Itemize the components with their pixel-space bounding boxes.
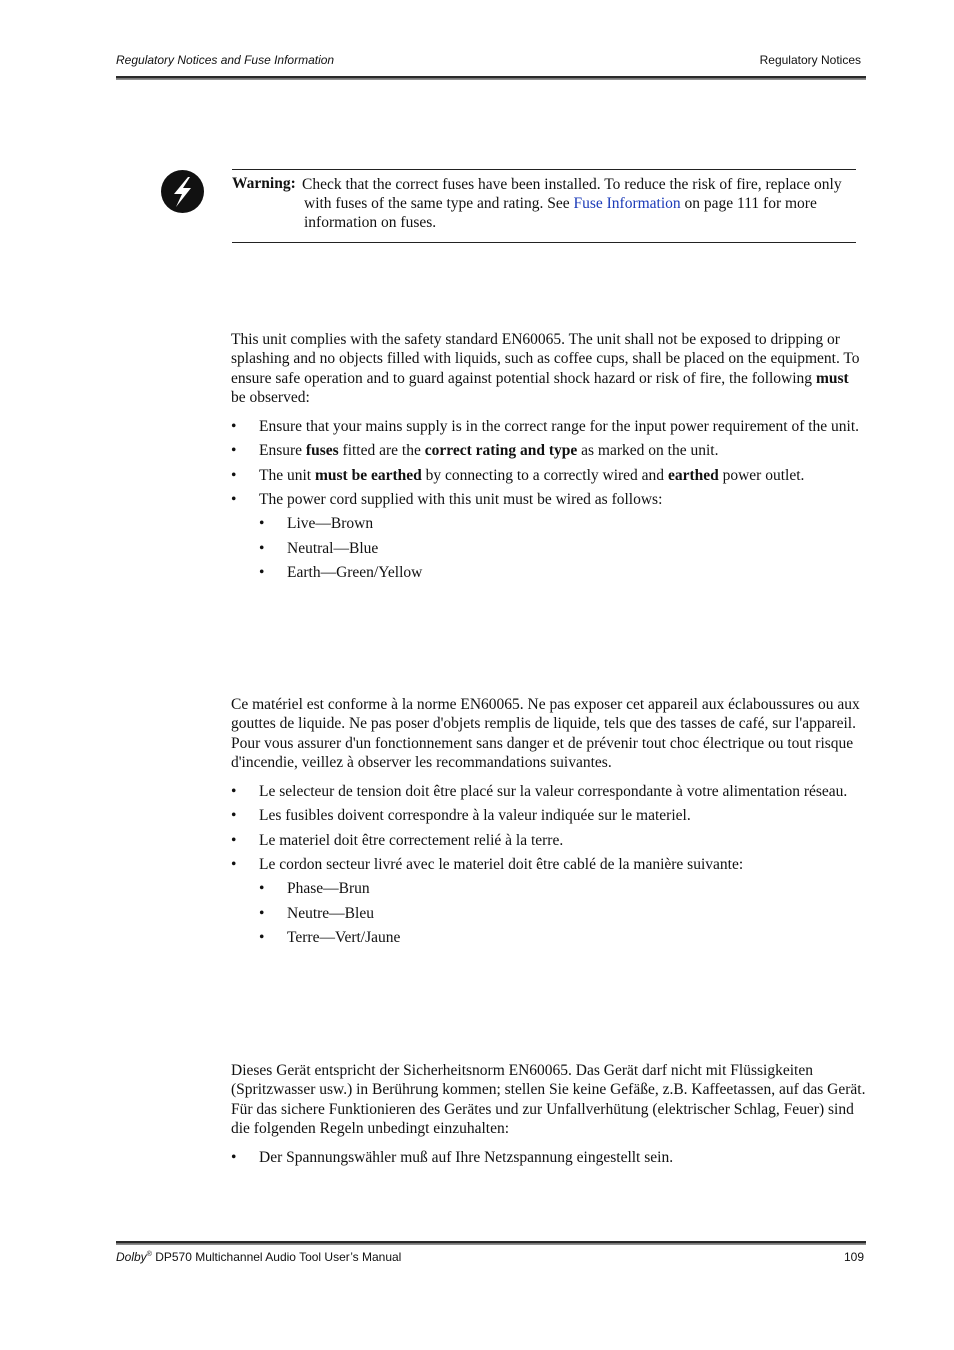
list-item: • Neutral—Blue xyxy=(259,539,867,558)
list-item: • Earth—Green/Yellow xyxy=(259,563,867,582)
list-item: • Ensure fuses fitted are the correct rating and type as marked on the unit. xyxy=(231,441,867,460)
english-intro: This unit complies with the safety standard EN60065. The unit shall not be exposed to dripping or splashing and no objects filled with liquids, such as coffee cups, shall be placed on the equipment. To ensure safe operation and to guard against potential shock hazard or risk of fire, the following must be observed: xyxy=(231,331,860,406)
warning-label: Warning: xyxy=(232,175,296,192)
list-item: • Le cordon secteur livré avec le materiel doit être cablé de la manière suivante: • Phase—Brun • Neutre—Bleu • Terre—Vert/Jaune xyxy=(231,855,867,947)
list-item: • Le materiel doit être correctement relié à la terre. xyxy=(231,831,867,850)
running-header-chapter: Regulatory Notices and Fuse Information xyxy=(116,53,335,67)
warning-box xyxy=(232,169,856,243)
french-safety-section xyxy=(231,695,867,952)
page-number: 109 xyxy=(843,1250,864,1264)
list-item: • Terre—Vert/Jaune xyxy=(259,928,867,947)
list-item: • The unit must be earthed by connecting to a correctly wired and earthed power outlet. xyxy=(231,466,867,485)
warning-text-after: on page 111 for more information on fuses. xyxy=(304,195,817,231)
fuse-information-link[interactable]: Fuse Information xyxy=(573,195,681,212)
running-header-section: Regulatory Notices xyxy=(759,53,861,67)
list-item: • Le selecteur de tension doit être placé sur la valeur correspondante à votre alimentation réseau. xyxy=(231,782,867,801)
english-safety-section xyxy=(231,330,867,587)
english-wire-list xyxy=(259,514,867,582)
list-item: • Ensure that your mains supply is in the correct range for the input power requirement of the unit. xyxy=(231,417,867,436)
list-item: • Live—Brown xyxy=(259,514,867,533)
german-safety-section xyxy=(231,1061,867,1172)
german-intro: Dieses Gerät entspricht der Sicherheitsnorm EN60065. Das Gerät darf nicht mit Flüssigkeiten (Spritzwasser usw.) in Berührung kommen; stellen Sie keine Gefäße, z.B. Kaffeetassen, auf das Gerät. Für das sichere Funktionieren des Gerätes und zur Unfallverhütung (elektrischer Schlag, Feuer) sind die folgenden Regeln unbedingt einzuhalten: xyxy=(231,1062,866,1137)
list-item: • Les fusibles doivent correspondre à la valeur indiquée sur le materiel. xyxy=(231,806,867,825)
footer-rule xyxy=(116,1241,866,1245)
german-bullet-list xyxy=(231,1148,867,1167)
list-item: • Der Spannungswähler muß auf Ihre Netzspannung eingestellt sein. xyxy=(231,1148,867,1167)
english-bullet-list xyxy=(231,417,867,582)
footer-manual-title: Dolby® DP570 Multichannel Audio Tool User’s Manual xyxy=(116,1250,402,1264)
list-item: • The power cord supplied with this unit must be wired as follows: • Live—Brown • Neutral—Blue • Earth—Green/Yellow xyxy=(231,490,867,582)
list-item: • Neutre—Bleu xyxy=(259,904,867,923)
list-item: • Phase—Brun xyxy=(259,879,867,898)
french-bullet-list xyxy=(231,782,867,947)
french-intro: Ce matériel est conforme à la norme EN60065. Ne pas exposer cet appareil aux éclaboussures ou aux gouttes de liquide. Ne pas poser d'objets remplis de liquide, tels que des tasses de café, sur l'appareil. Pour vous assurer d'un fonctionnement sans danger et de prévenir tout choc électrique ou tout risque d'incendie, veillez à observer les recommandations suivantes. xyxy=(231,696,860,771)
warning-text-before: Check that the correct fuses have been installed. To reduce the risk of fire, replace only with fuses of the same type and rating. See xyxy=(302,176,842,212)
lightning-warning-icon xyxy=(161,170,204,213)
french-wire-list xyxy=(259,879,867,947)
warning-text xyxy=(304,175,854,232)
header-rule xyxy=(116,76,866,80)
